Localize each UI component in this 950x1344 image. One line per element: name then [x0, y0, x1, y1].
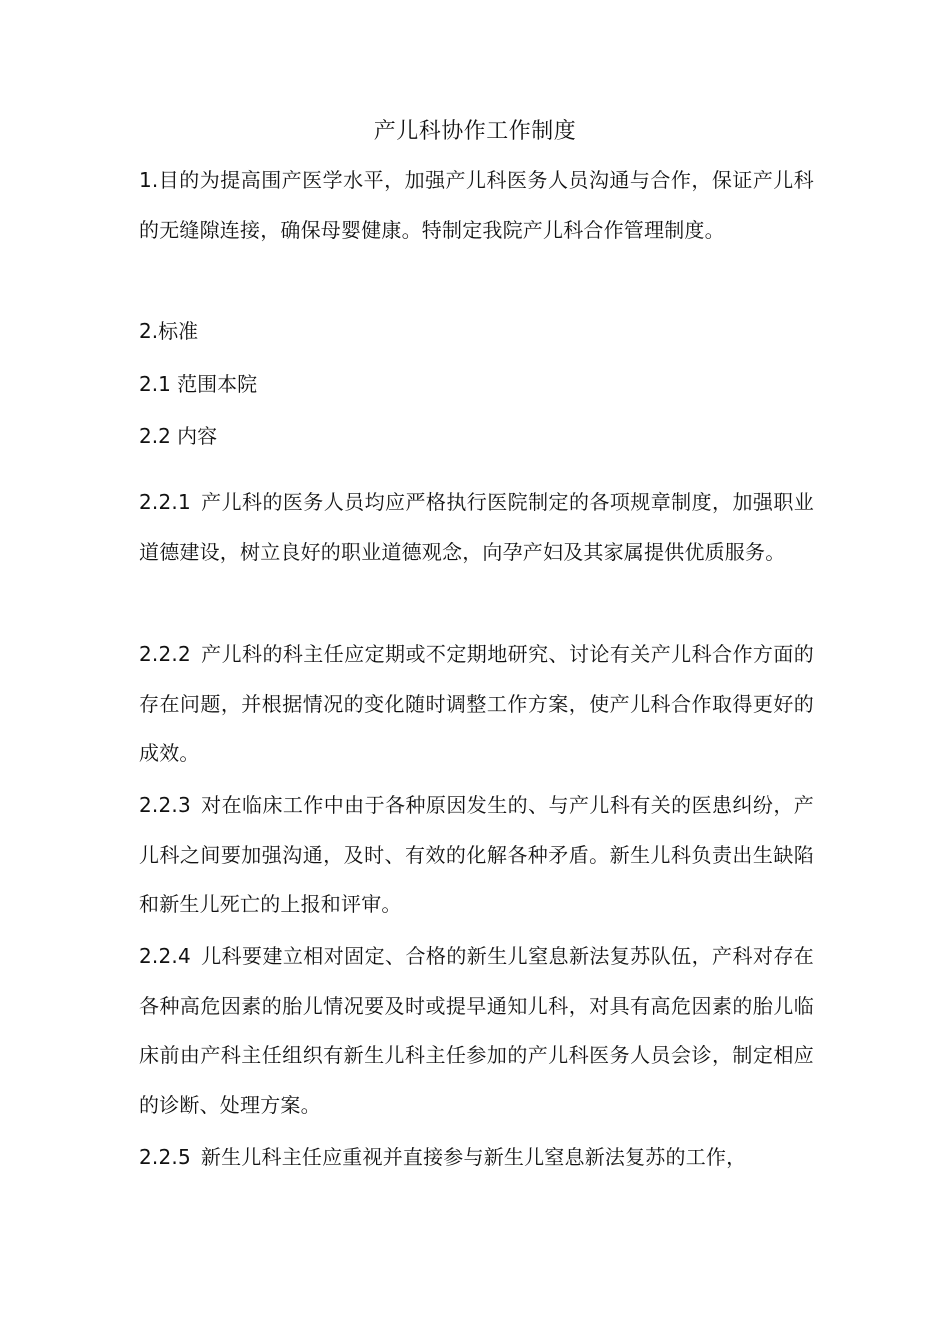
clause-text: 对在临床工作中由于各种原因发生的、与产儿科有关的医患纠纷，产儿科之间要加强沟通，及时、有效的化解各种矛盾。新生儿科负责出生缺陷和新生儿死亡的上报和评审。 — [139, 793, 814, 916]
purpose-paragraph: 1.目的为提高围产医学水平，加强产儿科医务人员沟通与合作，保证产儿科的无缝隙连接，确保母婴健康。特制定我院产儿科合作管理制度。 — [139, 168, 814, 242]
clause-2-2-2 — [139, 630, 814, 779]
content-heading: 2.2 内容 — [139, 424, 218, 448]
clause-text: 儿科要建立相对固定、合格的新生儿窒息新法复苏队伍，产科对存在各种高危因素的胎儿情况要及时或提早通知儿科，对具有高危因素的胎儿临床前由产科主任组织有新生儿科主任参加的产儿科医务人员会诊，制定相应的诊断、处理方案。 — [139, 944, 814, 1117]
clause-number: 2.2.4 — [139, 944, 191, 968]
scope-line: 2.1 范围本院 — [139, 372, 258, 396]
clause-2-2-4 — [139, 932, 814, 1130]
clause-number: 2.2.2 — [139, 642, 191, 666]
clause-2-2-5 — [139, 1133, 814, 1183]
clause-2-2-3 — [139, 781, 814, 930]
document-title: 产儿科协作工作制度 — [373, 119, 577, 144]
clause-text: 产儿科的科主任应定期或不定期地研究、讨论有关产儿科合作方面的存在问题，并根据情况的变化随时调整工作方案，使产儿科合作取得更好的成效。 — [139, 642, 814, 765]
clause-2-2-1 — [139, 478, 814, 577]
standard-heading: 2.标准 — [139, 319, 199, 343]
clause-text: 新生儿科主任应重视并直接参与新生儿窒息新法复苏的工作， — [200, 1145, 747, 1169]
clause-text: 产儿科的医务人员均应严格执行医院制定的各项规章制度，加强职业道德建设，树立良好的职业道德观念，向孕产妇及其家属提供优质服务。 — [139, 490, 814, 564]
clause-number: 2.2.5 — [139, 1145, 191, 1169]
clause-number: 2.2.3 — [139, 793, 191, 817]
clause-number: 2.2.1 — [139, 490, 191, 514]
